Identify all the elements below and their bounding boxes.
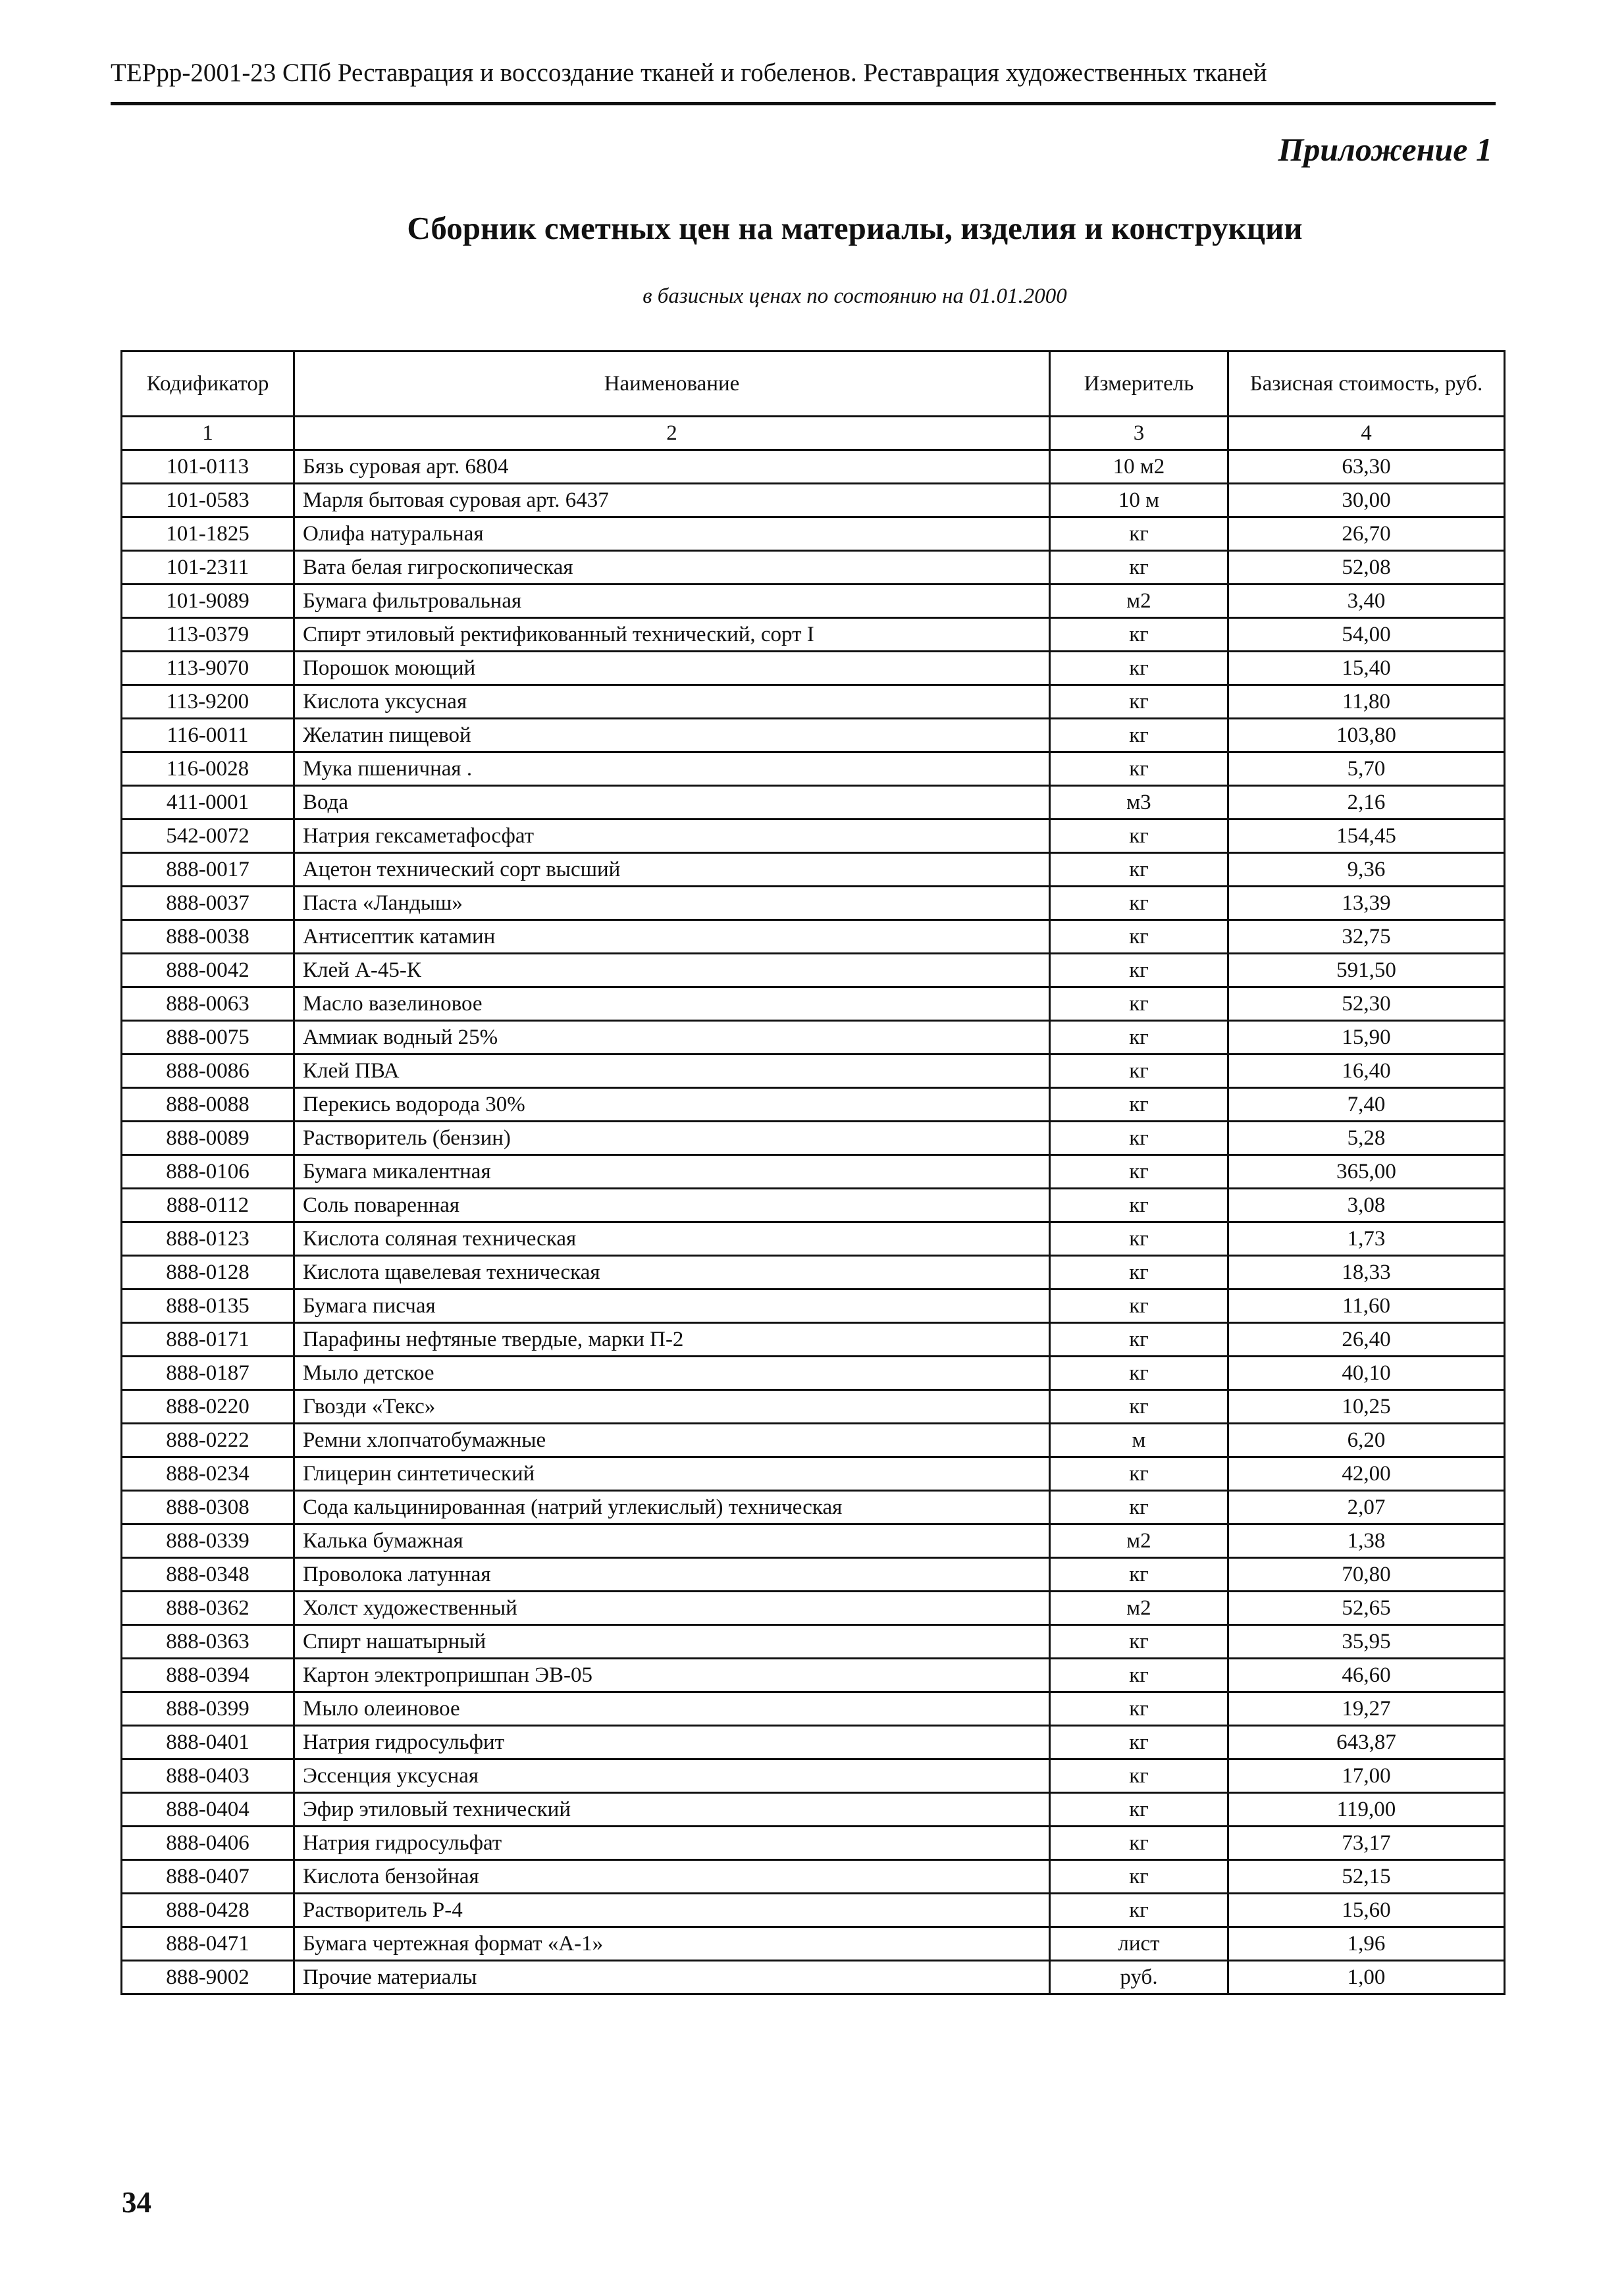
table-row	[122, 1424, 1505, 1457]
name-cell: Растворитель Р-4	[294, 1894, 1050, 1927]
price-cell: 30,00	[1228, 484, 1505, 517]
unit-cell: кг	[1050, 1491, 1228, 1524]
unit-cell: руб.	[1050, 1961, 1228, 1994]
name-cell: Вода	[294, 786, 1050, 819]
table-row	[122, 1054, 1505, 1088]
code-cell: 888-0128	[122, 1256, 294, 1289]
price-cell: 3,40	[1228, 584, 1505, 618]
table-row	[122, 752, 1505, 786]
unit-cell: кг	[1050, 1625, 1228, 1659]
unit-cell: кг	[1050, 652, 1228, 685]
table-row	[122, 920, 1505, 954]
price-cell: 40,10	[1228, 1357, 1505, 1390]
name-cell: Натрия гидросульфит	[294, 1726, 1050, 1759]
table-row	[122, 1894, 1505, 1927]
price-cell: 11,80	[1228, 685, 1505, 719]
unit-cell: м	[1050, 1424, 1228, 1457]
code-cell: 888-0222	[122, 1424, 294, 1457]
code-cell: 888-0234	[122, 1457, 294, 1491]
code-cell: 888-0404	[122, 1793, 294, 1827]
unit-cell: кг	[1050, 1726, 1228, 1759]
price-cell: 1,00	[1228, 1961, 1505, 1994]
price-cell: 5,28	[1228, 1122, 1505, 1155]
code-cell: 888-0399	[122, 1692, 294, 1726]
table-row	[122, 1860, 1505, 1894]
price-table	[120, 350, 1506, 1995]
header-code: Кодификатор	[122, 351, 294, 417]
unit-cell: лист	[1050, 1927, 1228, 1961]
unit-cell: м2	[1050, 1524, 1228, 1558]
price-cell: 591,50	[1228, 954, 1505, 987]
name-cell: Кислота уксусная	[294, 685, 1050, 719]
unit-cell: кг	[1050, 1189, 1228, 1222]
table-row	[122, 584, 1505, 618]
price-cell: 63,30	[1228, 450, 1505, 484]
price-cell: 2,16	[1228, 786, 1505, 819]
unit-cell: кг	[1050, 618, 1228, 652]
unit-cell: кг	[1050, 1357, 1228, 1390]
code-cell: 888-0042	[122, 954, 294, 987]
name-cell: Бумага писчая	[294, 1289, 1050, 1323]
unit-cell: кг	[1050, 1558, 1228, 1592]
name-cell: Сода кальцинированная (натрий углекислый) техническая	[294, 1491, 1050, 1524]
price-cell: 70,80	[1228, 1558, 1505, 1592]
table-row	[122, 618, 1505, 652]
unit-cell: кг	[1050, 1390, 1228, 1424]
table-row	[122, 1021, 1505, 1054]
table-row	[122, 1189, 1505, 1222]
name-cell: Спирт этиловый ректификованный технический, сорт I	[294, 618, 1050, 652]
price-cell: 3,08	[1228, 1189, 1505, 1222]
name-cell: Мыло олеиновое	[294, 1692, 1050, 1726]
unit-cell: кг	[1050, 1222, 1228, 1256]
code-cell: 888-0394	[122, 1659, 294, 1692]
name-cell: Ремни хлопчатобумажные	[294, 1424, 1050, 1457]
code-cell: 101-0113	[122, 450, 294, 484]
table-row	[122, 987, 1505, 1021]
unit-cell: м2	[1050, 1592, 1228, 1625]
unit-cell: кг	[1050, 685, 1228, 719]
name-cell: Масло вазелиновое	[294, 987, 1050, 1021]
table-row	[122, 1155, 1505, 1189]
price-cell: 10,25	[1228, 1390, 1505, 1424]
name-cell: Бязь суровая арт. 6804	[294, 450, 1050, 484]
unit-cell: кг	[1050, 1827, 1228, 1860]
table-row	[122, 819, 1505, 853]
unit-cell: кг	[1050, 719, 1228, 752]
table-row	[122, 1759, 1505, 1793]
name-cell: Порошок моющий	[294, 652, 1050, 685]
code-cell: 888-0362	[122, 1592, 294, 1625]
code-cell: 888-0017	[122, 853, 294, 887]
code-cell: 888-0348	[122, 1558, 294, 1592]
code-cell: 888-0220	[122, 1390, 294, 1424]
table-row	[122, 1524, 1505, 1558]
table-row	[122, 786, 1505, 819]
price-cell: 119,00	[1228, 1793, 1505, 1827]
price-cell: 16,40	[1228, 1054, 1505, 1088]
header-name: Наименование	[294, 351, 1050, 417]
name-cell: Эссенция уксусная	[294, 1759, 1050, 1793]
unit-cell: кг	[1050, 1289, 1228, 1323]
code-cell: 101-2311	[122, 551, 294, 584]
table-row	[122, 484, 1505, 517]
price-cell: 26,40	[1228, 1323, 1505, 1357]
unit-cell: кг	[1050, 1659, 1228, 1692]
name-cell: Бумага чертежная формат «А-1»	[294, 1927, 1050, 1961]
unit-cell: кг	[1050, 752, 1228, 786]
price-cell: 1,96	[1228, 1927, 1505, 1961]
unit-cell: кг	[1050, 1457, 1228, 1491]
unit-cell: 10 м2	[1050, 450, 1228, 484]
unit-cell: кг	[1050, 920, 1228, 954]
page-number: 34	[122, 2186, 151, 2219]
table-row	[122, 450, 1505, 484]
price-cell: 15,40	[1228, 652, 1505, 685]
code-cell: 888-0187	[122, 1357, 294, 1390]
price-cell: 7,40	[1228, 1088, 1505, 1122]
name-cell: Холст художественный	[294, 1592, 1050, 1625]
table-row	[122, 1659, 1505, 1692]
code-cell: 113-9070	[122, 652, 294, 685]
unit-cell: кг	[1050, 853, 1228, 887]
running-header: ТЕРрр-2001-23 СПб Реставрация и воссоздание тканей и гобеленов. Реставрация художественных тканей	[111, 59, 1267, 87]
code-cell: 116-0028	[122, 752, 294, 786]
name-cell: Клей А-45-К	[294, 954, 1050, 987]
code-cell: 888-0075	[122, 1021, 294, 1054]
column-number: 4	[1228, 417, 1505, 450]
name-cell: Парафины нефтяные твердые, марки П-2	[294, 1323, 1050, 1357]
code-cell: 888-0112	[122, 1189, 294, 1222]
name-cell: Бумага микалентная	[294, 1155, 1050, 1189]
code-cell: 888-0037	[122, 887, 294, 920]
name-cell: Вата белая гигроскопическая	[294, 551, 1050, 584]
code-cell: 888-0135	[122, 1289, 294, 1323]
unit-cell: кг	[1050, 1155, 1228, 1189]
price-cell: 54,00	[1228, 618, 1505, 652]
column-number: 1	[122, 417, 294, 450]
price-cell: 2,07	[1228, 1491, 1505, 1524]
name-cell: Натрия гексаметафосфат	[294, 819, 1050, 853]
code-cell: 888-0106	[122, 1155, 294, 1189]
page-subtitle: в базисных ценах по состоянию на 01.01.2000	[642, 284, 1067, 308]
table-row	[122, 685, 1505, 719]
unit-cell: кг	[1050, 551, 1228, 584]
unit-cell: кг	[1050, 517, 1228, 551]
unit-cell: кг	[1050, 954, 1228, 987]
name-cell: Растворитель (бензин)	[294, 1122, 1050, 1155]
name-cell: Кислота щавелевая техническая	[294, 1256, 1050, 1289]
price-cell: 52,30	[1228, 987, 1505, 1021]
table-row	[122, 1592, 1505, 1625]
code-cell: 888-0171	[122, 1323, 294, 1357]
name-cell: Бумага фильтровальная	[294, 584, 1050, 618]
unit-cell: кг	[1050, 1088, 1228, 1122]
table-row	[122, 1827, 1505, 1860]
table-row	[122, 517, 1505, 551]
code-cell: 101-1825	[122, 517, 294, 551]
price-cell: 52,08	[1228, 551, 1505, 584]
price-cell: 15,90	[1228, 1021, 1505, 1054]
name-cell: Эфир этиловый технический	[294, 1793, 1050, 1827]
price-cell: 46,60	[1228, 1659, 1505, 1692]
code-cell: 888-0401	[122, 1726, 294, 1759]
price-cell: 365,00	[1228, 1155, 1505, 1189]
price-cell: 17,00	[1228, 1759, 1505, 1793]
code-cell: 888-0086	[122, 1054, 294, 1088]
table-row	[122, 1323, 1505, 1357]
column-number: 2	[294, 417, 1050, 450]
code-cell: 888-0471	[122, 1927, 294, 1961]
price-cell: 6,20	[1228, 1424, 1505, 1457]
price-cell: 26,70	[1228, 517, 1505, 551]
table-row	[122, 1961, 1505, 1994]
name-cell: Гвозди «Текс»	[294, 1390, 1050, 1424]
price-cell: 52,65	[1228, 1592, 1505, 1625]
column-number: 3	[1050, 417, 1228, 450]
unit-cell: кг	[1050, 887, 1228, 920]
code-cell: 542-0072	[122, 819, 294, 853]
name-cell: Мука пшеничная .	[294, 752, 1050, 786]
page-title: Сборник сметных цен на материалы, изделия и конструкции	[407, 210, 1303, 246]
price-cell: 42,00	[1228, 1457, 1505, 1491]
name-cell: Соль поваренная	[294, 1189, 1050, 1222]
appendix-label: Приложение 1	[1278, 131, 1492, 168]
header-price: Базисная стоимость, руб.	[1228, 351, 1505, 417]
unit-cell: кг	[1050, 1759, 1228, 1793]
code-cell: 888-0038	[122, 920, 294, 954]
table-row	[122, 1558, 1505, 1592]
price-cell: 154,45	[1228, 819, 1505, 853]
table-row	[122, 1927, 1505, 1961]
table-header-row	[122, 351, 1505, 417]
table-row	[122, 1256, 1505, 1289]
price-cell: 1,73	[1228, 1222, 1505, 1256]
code-cell: 888-0403	[122, 1759, 294, 1793]
code-cell: 888-0363	[122, 1625, 294, 1659]
code-cell: 116-0011	[122, 719, 294, 752]
table-row	[122, 1357, 1505, 1390]
name-cell: Прочие материалы	[294, 1961, 1050, 1994]
code-cell: 888-0063	[122, 987, 294, 1021]
price-cell: 11,60	[1228, 1289, 1505, 1323]
code-cell: 888-0339	[122, 1524, 294, 1558]
name-cell: Желатин пищевой	[294, 719, 1050, 752]
table-row	[122, 954, 1505, 987]
name-cell: Ацетон технический сорт высший	[294, 853, 1050, 887]
table-row	[122, 1222, 1505, 1256]
code-cell: 888-0428	[122, 1894, 294, 1927]
name-cell: Олифа натуральная	[294, 517, 1050, 551]
code-cell: 888-0123	[122, 1222, 294, 1256]
table-row	[122, 1122, 1505, 1155]
table-row	[122, 1625, 1505, 1659]
table-row	[122, 1793, 1505, 1827]
unit-cell: 10 м	[1050, 484, 1228, 517]
price-cell: 1,38	[1228, 1524, 1505, 1558]
code-cell: 888-0088	[122, 1088, 294, 1122]
unit-cell: м2	[1050, 584, 1228, 618]
unit-cell: кг	[1050, 987, 1228, 1021]
name-cell: Мыло детское	[294, 1357, 1050, 1390]
unit-cell: кг	[1050, 1054, 1228, 1088]
column-number-row	[122, 417, 1505, 450]
name-cell: Аммиак водный 25%	[294, 1021, 1050, 1054]
unit-cell: кг	[1050, 1894, 1228, 1927]
table-row	[122, 1289, 1505, 1323]
name-cell: Марля бытовая суровая арт. 6437	[294, 484, 1050, 517]
price-cell: 15,60	[1228, 1894, 1505, 1927]
price-cell: 32,75	[1228, 920, 1505, 954]
code-cell: 113-0379	[122, 618, 294, 652]
name-cell: Кислота бензойная	[294, 1860, 1050, 1894]
name-cell: Картон электропришпан ЭВ-05	[294, 1659, 1050, 1692]
code-cell: 888-0406	[122, 1827, 294, 1860]
name-cell: Натрия гидросульфат	[294, 1827, 1050, 1860]
price-cell: 19,27	[1228, 1692, 1505, 1726]
table-row	[122, 1491, 1505, 1524]
code-cell: 113-9200	[122, 685, 294, 719]
unit-cell: м3	[1050, 786, 1228, 819]
table-row	[122, 887, 1505, 920]
table-row	[122, 719, 1505, 752]
name-cell: Кислота соляная техническая	[294, 1222, 1050, 1256]
unit-cell: кг	[1050, 1860, 1228, 1894]
price-cell: 13,39	[1228, 887, 1505, 920]
price-cell: 73,17	[1228, 1827, 1505, 1860]
name-cell: Антисептик катамин	[294, 920, 1050, 954]
name-cell: Перекись водорода 30%	[294, 1088, 1050, 1122]
table-row	[122, 1457, 1505, 1491]
code-cell: 888-0308	[122, 1491, 294, 1524]
name-cell: Проволока латунная	[294, 1558, 1050, 1592]
price-cell: 18,33	[1228, 1256, 1505, 1289]
price-cell: 5,70	[1228, 752, 1505, 786]
price-cell: 643,87	[1228, 1726, 1505, 1759]
table-row	[122, 1390, 1505, 1424]
unit-cell: кг	[1050, 1793, 1228, 1827]
header-rule	[111, 102, 1496, 105]
price-cell: 35,95	[1228, 1625, 1505, 1659]
name-cell: Глицерин синтетический	[294, 1457, 1050, 1491]
name-cell: Спирт нашатырный	[294, 1625, 1050, 1659]
table-row	[122, 652, 1505, 685]
header-unit: Измеритель	[1050, 351, 1228, 417]
table-row	[122, 1088, 1505, 1122]
code-cell: 101-9089	[122, 584, 294, 618]
table-row	[122, 853, 1505, 887]
table-row	[122, 551, 1505, 584]
unit-cell: кг	[1050, 1692, 1228, 1726]
code-cell: 888-9002	[122, 1961, 294, 1994]
code-cell: 888-0407	[122, 1860, 294, 1894]
price-cell: 9,36	[1228, 853, 1505, 887]
table-row	[122, 1726, 1505, 1759]
code-cell: 411-0001	[122, 786, 294, 819]
unit-cell: кг	[1050, 1122, 1228, 1155]
name-cell: Клей ПВА	[294, 1054, 1050, 1088]
code-cell: 101-0583	[122, 484, 294, 517]
unit-cell: кг	[1050, 1021, 1228, 1054]
code-cell: 888-0089	[122, 1122, 294, 1155]
price-cell: 52,15	[1228, 1860, 1505, 1894]
unit-cell: кг	[1050, 1323, 1228, 1357]
table-body	[122, 450, 1505, 1994]
name-cell: Паста «Ландыш»	[294, 887, 1050, 920]
table-row	[122, 1692, 1505, 1726]
name-cell: Калька бумажная	[294, 1524, 1050, 1558]
price-cell: 103,80	[1228, 719, 1505, 752]
unit-cell: кг	[1050, 819, 1228, 853]
unit-cell: кг	[1050, 1256, 1228, 1289]
